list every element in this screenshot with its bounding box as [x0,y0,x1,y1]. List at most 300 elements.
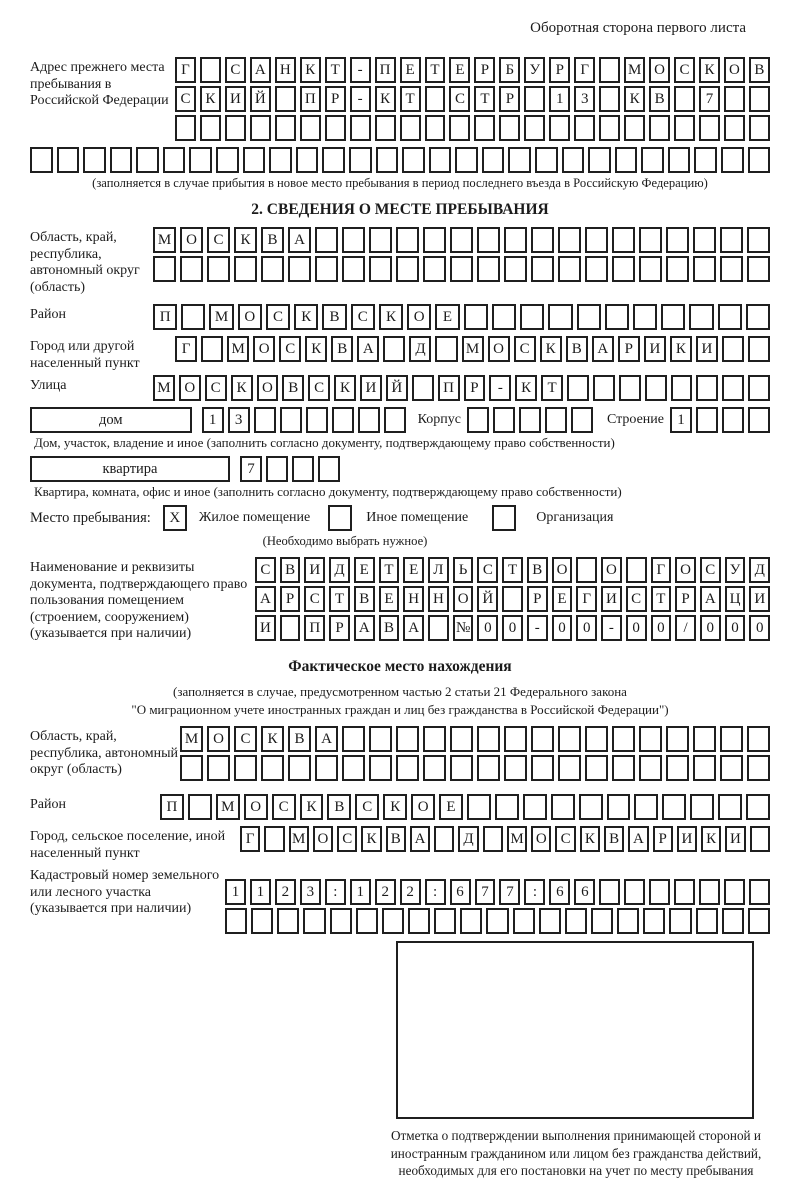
char-box: Р [325,86,346,112]
char-box [612,755,635,781]
char-box: Л [428,557,449,583]
char-box [645,375,667,401]
char-box: К [699,57,720,83]
char-box [153,256,176,282]
char-box: Р [653,826,673,852]
char-box: О [244,794,268,820]
char-box [136,147,159,173]
char-box [724,86,745,112]
char-box [671,375,693,401]
prev-address-row-1 [175,57,770,83]
char-box [376,147,399,173]
char-box: Т [400,86,421,112]
char-box: Б [499,57,520,83]
char-box [303,908,325,934]
region-boxes [153,227,770,285]
stay-type-row [30,505,770,531]
char-box: М [462,336,484,362]
option-organization-label: Организация [536,510,614,525]
char-box: А [700,586,721,612]
prev-address-overflow-row [30,147,770,173]
char-box [696,908,718,934]
street-row [153,375,770,401]
char-box: И [725,826,745,852]
district-field [30,304,770,333]
char-box: В [649,86,670,112]
char-box: К [294,304,318,330]
char-box [669,908,691,934]
char-box: Д [409,336,431,362]
char-box: К [234,227,257,253]
char-box: К [305,336,327,362]
char-box: К [624,86,645,112]
char-box: Й [386,375,408,401]
char-box [280,407,302,433]
char-box [747,227,770,253]
char-box: О [257,375,279,401]
cadastral-label: Кадастровый номер земельного или лесного участка (указывается при наличии) [30,868,220,916]
fact-city-field [30,826,770,862]
char-box [748,908,770,934]
char-box: С [225,57,246,83]
char-box: 2 [400,879,421,905]
char-box: В [331,336,353,362]
char-box [539,908,561,934]
char-box: М [289,826,309,852]
char-box [201,336,223,362]
char-box: О [488,336,510,362]
char-box: Д [458,826,478,852]
char-box [423,227,446,253]
char-box: 1 [250,879,271,905]
char-box: В [282,375,304,401]
prev-address-field [30,57,770,144]
char-box [384,407,406,433]
char-box [641,147,664,173]
char-box: А [592,336,614,362]
char-box: В [386,826,406,852]
char-box [720,256,743,282]
city-label: Город или другой населенный пункт [30,339,140,371]
char-box [599,86,620,112]
char-box [639,726,662,752]
char-box: П [300,86,321,112]
char-box: М [153,375,175,401]
char-box: 3 [300,879,321,905]
char-box [460,908,482,934]
char-box: М [507,826,527,852]
char-box [579,794,603,820]
char-box: С [351,304,375,330]
char-box [502,586,523,612]
char-box: Р [499,86,520,112]
document-label: Наименование и реквизиты документа, подтверждающего право пользования помещением (строением, сооружением) (указывается при наличии) [30,560,248,641]
char-box: 0 [576,615,597,641]
prev-address-caption: (заполняется в случае прибытия в новое место пребывания в период последнего въезда в Российскую Федерацию) [92,176,708,190]
char-box: Т [425,57,446,83]
char-box: Г [240,826,260,852]
char-box: К [540,336,562,362]
char-box [747,256,770,282]
char-box: И [360,375,382,401]
apartment-box-label: квартира [30,456,230,482]
char-box: Е [552,586,573,612]
char-box: 0 [651,615,672,641]
char-box: - [601,615,622,641]
char-box [318,456,340,482]
char-box: Р [464,375,486,401]
char-box [292,456,314,482]
char-box [749,115,770,141]
char-box: К [300,57,321,83]
korpus-label: Корпус [417,412,461,427]
char-box [322,147,345,173]
char-box: К [375,86,396,112]
char-box: С [555,826,575,852]
char-box [402,147,425,173]
char-box [382,908,404,934]
char-box: С [449,86,470,112]
char-box [696,375,718,401]
char-box [624,879,645,905]
char-box: И [304,557,325,583]
char-box [749,86,770,112]
char-box [674,879,695,905]
char-box [330,908,352,934]
char-box: К [334,375,356,401]
char-box [275,86,296,112]
char-box [450,726,473,752]
char-box [674,115,695,141]
stay-type-caption: (Необходимо выбрать нужное) [262,534,428,548]
char-box: С [674,57,695,83]
prev-address-label: Адрес прежнего места пребывания в Российской Федерации [30,60,169,108]
district-row [153,304,770,330]
char-box [722,375,744,401]
char-box: М [209,304,233,330]
char-box [342,726,365,752]
char-box: 7 [475,879,496,905]
char-box: Н [403,586,424,612]
char-box [722,908,744,934]
char-box: А [315,726,338,752]
char-box [234,755,257,781]
char-box [585,726,608,752]
char-box [315,227,338,253]
char-box: И [696,336,718,362]
char-box: А [288,227,311,253]
char-box: В [604,826,624,852]
char-box [428,615,449,641]
char-box [369,726,392,752]
char-box [548,304,572,330]
char-box [599,879,620,905]
char-box [434,908,456,934]
char-box [288,755,311,781]
char-box [356,908,378,934]
char-box: М [216,794,240,820]
char-box: О [649,57,670,83]
char-box: О [238,304,262,330]
char-box [693,755,716,781]
char-box: К [231,375,253,401]
char-box [482,147,505,173]
char-box: - [350,57,371,83]
char-box: К [670,336,692,362]
char-box [251,908,273,934]
char-box [477,726,500,752]
char-box: О [411,794,435,820]
char-box [383,336,405,362]
char-box: Г [651,557,672,583]
prev-address-boxes [175,57,770,144]
char-box [749,879,770,905]
char-box: Г [175,57,196,83]
char-box [690,794,714,820]
char-box [619,375,641,401]
char-box [207,755,230,781]
char-box: 0 [477,615,498,641]
char-box: Т [541,375,563,401]
char-box [634,794,658,820]
char-box [474,115,495,141]
char-box [748,375,770,401]
char-box [626,557,647,583]
char-box: Т [651,586,672,612]
char-box: Е [439,794,463,820]
char-box [408,908,430,934]
char-box [624,115,645,141]
char-box [375,115,396,141]
fact-city-label: Город, сельское поселение, иной населенный пункт [30,829,226,861]
char-box: В [749,57,770,83]
char-box [607,794,631,820]
char-box: В [527,557,548,583]
char-box: О [531,826,551,852]
char-box [342,227,365,253]
char-box: 1 [202,407,224,433]
char-box [342,755,365,781]
prev-address-row-3 [175,115,770,141]
char-box [504,726,527,752]
char-box [200,57,221,83]
char-box [110,147,133,173]
char-box [574,115,595,141]
char-box [243,147,266,173]
char-box [591,908,613,934]
char-box: 1 [670,407,692,433]
fact-region-field [30,726,770,784]
char-box: Ц [725,586,746,612]
char-box: Р [549,57,570,83]
char-box [400,115,421,141]
char-box [332,407,354,433]
char-box [699,115,720,141]
char-box [57,147,80,173]
char-box: М [153,227,176,253]
char-box [342,256,365,282]
char-box: О [675,557,696,583]
checkbox-other-premises [328,505,352,531]
char-box: О [207,726,230,752]
char-box: С [279,336,301,362]
char-box: С [337,826,357,852]
char-box [612,256,635,282]
char-box [524,86,545,112]
cadastral-row-2 [225,908,770,934]
apartment-caption: Квартира, комната, офис и иное (заполнить согласно документу, подтверждающему право собственности) [34,484,622,499]
char-box [396,256,419,282]
house-row [30,407,770,433]
char-box: С [272,794,296,820]
char-box [188,794,212,820]
char-box: : [524,879,545,905]
char-box: К [200,86,221,112]
char-box [396,726,419,752]
char-box [449,115,470,141]
apartment-cells [240,456,340,482]
char-box: О [407,304,431,330]
char-box [280,615,301,641]
char-box [435,336,457,362]
char-box: : [325,879,346,905]
char-box [612,227,635,253]
option-residential-label: Жилое помещение [198,510,311,525]
char-box [531,726,554,752]
fact-title: Фактическое место нахождения [288,658,512,675]
fact-caption-line1: (заполняется в случае, предусмотренном частью 2 статьи 21 Федерального закона [173,684,627,699]
char-box [261,256,284,282]
char-box: 0 [749,615,770,641]
char-box: П [304,615,325,641]
char-box [483,826,503,852]
char-box [216,147,239,173]
city-field [30,336,770,372]
char-box: М [180,726,203,752]
char-box [450,227,473,253]
char-box [649,879,670,905]
char-box: Т [502,557,523,583]
char-box [269,147,292,173]
char-box: П [153,304,177,330]
char-box [531,256,554,282]
char-box: О [179,375,201,401]
char-box: А [357,336,379,362]
char-box [531,755,554,781]
char-box: С [234,726,257,752]
korpus-cells [467,407,593,433]
char-box [643,908,665,934]
char-box [277,908,299,934]
char-box [467,407,489,433]
char-box: Е [435,304,459,330]
char-box [180,755,203,781]
char-box: Й [250,86,271,112]
char-box: 1 [549,86,570,112]
char-box: С [205,375,227,401]
char-box [492,304,516,330]
char-box [180,256,203,282]
char-box [396,227,419,253]
char-box: 2 [375,879,396,905]
char-box: К [580,826,600,852]
char-box [296,147,319,173]
char-box: П [375,57,396,83]
char-box [477,755,500,781]
char-box [429,147,452,173]
char-box [369,755,392,781]
char-box: 7 [499,879,520,905]
char-box [225,115,246,141]
stroenie-cells [670,407,770,433]
checkbox-organization [492,505,516,531]
house-number-cells [202,407,406,433]
char-box: О [453,586,474,612]
char-box: И [644,336,666,362]
char-box [504,755,527,781]
char-box [639,227,662,253]
char-box [746,304,770,330]
char-box: П [438,375,460,401]
char-box: И [601,586,622,612]
char-box [558,726,581,752]
char-box [434,826,454,852]
char-box: Е [403,557,424,583]
char-box [558,755,581,781]
char-box [748,407,770,433]
char-box: Д [749,557,770,583]
char-box [693,227,716,253]
char-box [264,826,284,852]
char-box: Р [527,586,548,612]
char-box: Е [449,57,470,83]
char-box: К [379,304,403,330]
char-box [300,115,321,141]
char-box [661,304,685,330]
char-box [477,227,500,253]
char-box: А [250,57,271,83]
char-box: / [675,615,696,641]
char-box: Г [576,586,597,612]
char-box: В [354,586,375,612]
char-box: - [350,86,371,112]
char-box: 1 [225,879,246,905]
char-box [513,908,535,934]
char-box: М [624,57,645,83]
stamp-caption: Отметка о подтверждении выполнения принимающей стороной и иностранным гражданином или лицом без гражданства действий, необходимых для его постановки на учет по месту пребывания [390,1128,762,1178]
char-box [666,256,689,282]
char-box [350,115,371,141]
char-box [674,86,695,112]
char-box: 0 [552,615,573,641]
checkbox-residential: X [163,505,187,531]
char-box [275,115,296,141]
fact-district-field [30,794,770,823]
char-box [524,115,545,141]
char-box: Д [329,557,350,583]
char-box: С [477,557,498,583]
street-label: Улица [30,378,67,393]
char-box [225,908,247,934]
char-box: 6 [574,879,595,905]
char-box [721,147,744,173]
char-box [523,794,547,820]
char-box: 3 [228,407,250,433]
char-box: Н [275,57,296,83]
char-box [693,726,716,752]
char-box: Р [675,586,696,612]
char-box: А [410,826,430,852]
